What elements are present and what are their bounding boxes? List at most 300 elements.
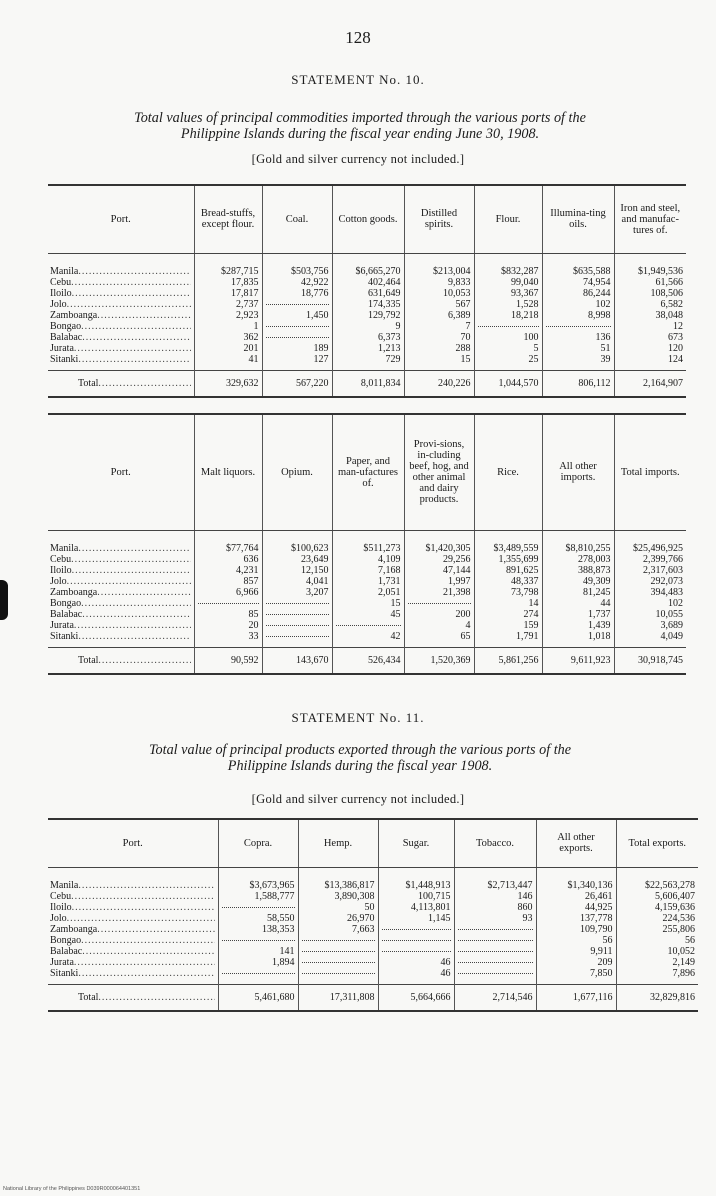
column-header: Iron and steel, and manufac-tures of.	[614, 185, 686, 253]
value-cell	[218, 968, 298, 985]
value-cell: 93,367	[474, 288, 542, 299]
value-cell: 631,649	[332, 288, 404, 299]
empty-dash	[458, 951, 533, 952]
empty-dash	[266, 614, 329, 615]
total-value-cell: 240,226	[404, 370, 474, 397]
port-cell	[48, 554, 194, 565]
column-header: Rice.	[474, 414, 542, 530]
value-cell	[454, 957, 536, 968]
port-cell	[48, 902, 218, 913]
value-cell: 2,149	[616, 957, 698, 968]
statement-11-caption-line-1: Total value of principal products exported through the various ports of the	[148, 742, 572, 758]
value-cell: 9,911	[536, 946, 616, 957]
value-cell: $1,448,913	[378, 867, 454, 891]
value-cell	[194, 598, 262, 609]
port-name: Iloilo	[50, 901, 72, 913]
value-cell: 46	[378, 957, 454, 968]
empty-dash	[458, 940, 533, 941]
value-cell: 2,317,603	[614, 565, 686, 576]
value-cell: 56	[536, 935, 616, 946]
port-cell	[48, 924, 218, 935]
value-cell: 7,850	[536, 968, 616, 985]
port-name: Cebu	[50, 553, 72, 565]
column-header: Tobacco.	[454, 819, 536, 867]
value-cell: 402,464	[332, 277, 404, 288]
dot-leader	[97, 587, 190, 598]
value-cell: $6,665,270	[332, 253, 404, 277]
value-cell: 141	[218, 946, 298, 957]
value-cell	[218, 935, 298, 946]
value-cell: 39	[542, 354, 614, 371]
value-cell: $832,287	[474, 253, 542, 277]
value-cell	[454, 935, 536, 946]
column-header-port: Port.	[48, 414, 194, 530]
table-row	[48, 891, 698, 902]
dot-leader	[82, 609, 190, 620]
value-cell: 44,925	[536, 902, 616, 913]
table-row	[48, 576, 686, 587]
table-row	[48, 968, 698, 985]
value-cell: 1,450	[262, 310, 332, 321]
value-cell: 15	[332, 598, 404, 609]
value-cell: 6,389	[404, 310, 474, 321]
dot-leader	[78, 631, 190, 642]
total-label: Total	[78, 654, 99, 666]
dot-leader	[67, 913, 215, 924]
dot-leader	[81, 321, 190, 332]
total-value-cell: 8,011,834	[332, 370, 404, 397]
statement-11-caption-line-2: Philippine Islands during the fiscal year 1908.	[227, 758, 493, 774]
total-value-cell: 2,164,907	[614, 370, 686, 397]
value-cell: 74,954	[542, 277, 614, 288]
empty-dash	[302, 962, 375, 963]
port-name: Balabac	[50, 608, 83, 620]
port-name: Jurata	[50, 342, 74, 354]
value-cell: 1,791	[474, 631, 542, 648]
value-cell: 7,663	[298, 924, 378, 935]
value-cell: $3,673,965	[218, 867, 298, 891]
value-cell: 86,244	[542, 288, 614, 299]
value-cell: 209	[536, 957, 616, 968]
value-cell: 1	[194, 321, 262, 332]
table-row	[48, 310, 686, 321]
value-cell: 174,335	[332, 299, 404, 310]
value-cell: 1,018	[542, 631, 614, 648]
value-cell: 7	[404, 321, 474, 332]
total-value-cell: 567,220	[262, 370, 332, 397]
column-header-port: Port.	[48, 185, 194, 253]
total-value-cell: 329,632	[194, 370, 262, 397]
statement-10-table-part-2	[48, 413, 686, 675]
value-cell: 362	[194, 332, 262, 343]
empty-dash	[266, 636, 329, 637]
column-header: All other exports.	[536, 819, 616, 867]
value-cell: 9,833	[404, 277, 474, 288]
value-cell	[332, 620, 404, 631]
value-cell: $100,623	[262, 530, 332, 554]
empty-dash	[266, 625, 329, 626]
statement-10-caption-line-2: Philippine Islands during the fiscal year ending June 30, 1908.	[180, 126, 540, 142]
empty-dash	[382, 929, 451, 930]
value-cell: 3,890,308	[298, 891, 378, 902]
column-header: Copra.	[218, 819, 298, 867]
port-name: Jurata	[50, 619, 74, 631]
value-cell: 388,873	[542, 565, 614, 576]
value-cell: 394,483	[614, 587, 686, 598]
table-row	[48, 343, 686, 354]
column-header: Provi-sions, in-cluding beef, hog, and other animal and dairy products.	[404, 414, 474, 530]
value-cell: 7,896	[616, 968, 698, 985]
value-cell: 4,231	[194, 565, 262, 576]
value-cell: 1,213	[332, 343, 404, 354]
empty-dash	[266, 603, 329, 604]
port-cell	[48, 867, 218, 891]
value-cell: 47,144	[404, 565, 474, 576]
port-cell	[48, 321, 194, 332]
value-cell: 93	[454, 913, 536, 924]
empty-dash	[458, 929, 533, 930]
value-cell: 15	[404, 354, 474, 371]
value-cell: 6,582	[614, 299, 686, 310]
value-cell	[378, 946, 454, 957]
page-number: 128	[345, 28, 371, 47]
value-cell: 81,245	[542, 587, 614, 598]
value-cell: 1,528	[474, 299, 542, 310]
value-cell: 41	[194, 354, 262, 371]
port-cell	[48, 957, 218, 968]
dot-leader	[98, 655, 190, 666]
port-name: Balabac	[50, 331, 83, 343]
value-cell: $1,340,136	[536, 867, 616, 891]
value-cell: 292,073	[614, 576, 686, 587]
dot-leader	[72, 565, 191, 576]
total-value-cell: 5,461,680	[218, 984, 298, 1011]
value-cell: 159	[474, 620, 542, 631]
value-cell: 857	[194, 576, 262, 587]
total-row	[48, 984, 698, 1011]
port-name: Sitanki	[50, 630, 79, 642]
port-name: Zamboanga	[50, 309, 98, 321]
value-cell: 58,550	[218, 913, 298, 924]
value-cell: 891,625	[474, 565, 542, 576]
dot-leader	[74, 957, 215, 968]
value-cell: 23,649	[262, 554, 332, 565]
value-cell: $213,004	[404, 253, 474, 277]
table-row	[48, 332, 686, 343]
dot-leader	[78, 266, 190, 277]
table-row	[48, 565, 686, 576]
table-row	[48, 867, 698, 891]
value-cell: 127	[262, 354, 332, 371]
value-cell: 51	[542, 343, 614, 354]
value-cell	[262, 299, 332, 310]
value-cell: 21,398	[404, 587, 474, 598]
value-cell: 2,737	[194, 299, 262, 310]
total-value-cell: 5,664,666	[378, 984, 454, 1011]
statement-10-heading: STATEMENT No. 10.	[291, 72, 425, 87]
value-cell: 4,109	[332, 554, 404, 565]
value-cell: 860	[454, 902, 536, 913]
empty-dash	[266, 304, 329, 305]
column-header: Cotton goods.	[332, 185, 404, 253]
empty-dash	[266, 337, 329, 338]
total-label-cell	[48, 370, 194, 397]
value-cell	[262, 620, 332, 631]
value-cell: 12,150	[262, 565, 332, 576]
value-cell: 1,145	[378, 913, 454, 924]
value-cell: 99,040	[474, 277, 542, 288]
value-cell	[454, 968, 536, 985]
total-value-cell: 17,311,808	[298, 984, 378, 1011]
value-cell: $77,764	[194, 530, 262, 554]
value-cell: 201	[194, 343, 262, 354]
port-cell	[48, 598, 194, 609]
value-cell: 3,207	[262, 587, 332, 598]
empty-dash	[382, 951, 451, 952]
value-cell: 2,051	[332, 587, 404, 598]
value-cell: 5,606,407	[616, 891, 698, 902]
value-cell: 10,052	[616, 946, 698, 957]
port-name: Manila	[50, 879, 79, 891]
table-row	[48, 913, 698, 924]
dot-leader	[78, 968, 214, 979]
value-cell: 26,461	[536, 891, 616, 902]
page-edge-blot	[0, 580, 8, 620]
column-header: Coal.	[262, 185, 332, 253]
table-row	[48, 587, 686, 598]
column-header: Total imports.	[614, 414, 686, 530]
port-cell	[48, 620, 194, 631]
port-cell	[48, 565, 194, 576]
value-cell: 1,731	[332, 576, 404, 587]
value-cell	[262, 321, 332, 332]
library-watermark: National Library of the Philippines D039R000064401351	[3, 1186, 141, 1192]
port-name: Jolo	[50, 912, 67, 924]
value-cell: 120	[614, 343, 686, 354]
total-value-cell: 1,044,570	[474, 370, 542, 397]
statement-10-caption-line-1: Total values of principal commodities imported through the various ports of the	[134, 110, 586, 126]
dot-leader	[78, 543, 190, 554]
value-cell: 7,168	[332, 565, 404, 576]
empty-dash	[382, 940, 451, 941]
dot-leader	[78, 354, 190, 365]
port-name: Bongao	[50, 934, 82, 946]
table-row	[48, 530, 686, 554]
value-cell: 2,399,766	[614, 554, 686, 565]
value-cell: 288	[404, 343, 474, 354]
port-cell	[48, 631, 194, 648]
value-cell: 1,737	[542, 609, 614, 620]
port-name: Jurata	[50, 956, 74, 968]
value-cell: 102	[614, 598, 686, 609]
value-cell	[378, 935, 454, 946]
value-cell: 73,798	[474, 587, 542, 598]
dot-leader	[67, 299, 191, 310]
empty-dash	[458, 962, 533, 963]
value-cell: 65	[404, 631, 474, 648]
value-cell: 5	[474, 343, 542, 354]
port-cell	[48, 891, 218, 902]
port-name: Sitanki	[50, 353, 79, 365]
port-name: Manila	[50, 265, 79, 277]
table-row	[48, 935, 698, 946]
value-cell: 136	[542, 332, 614, 343]
value-cell: 9	[332, 321, 404, 332]
value-cell: 61,566	[614, 277, 686, 288]
value-cell	[454, 946, 536, 957]
value-cell	[404, 598, 474, 609]
total-value-cell: 1,677,116	[536, 984, 616, 1011]
port-name: Cebu	[50, 890, 72, 902]
value-cell: $287,715	[194, 253, 262, 277]
value-cell: 42,922	[262, 277, 332, 288]
total-label-cell	[48, 647, 194, 674]
value-cell: $3,489,559	[474, 530, 542, 554]
value-cell: 10,053	[404, 288, 474, 299]
dot-leader	[97, 924, 214, 935]
port-cell	[48, 946, 218, 957]
total-row	[48, 370, 686, 397]
value-cell: 85	[194, 609, 262, 620]
value-cell: $13,386,817	[298, 867, 378, 891]
value-cell	[218, 902, 298, 913]
value-cell	[454, 924, 536, 935]
value-cell: 33	[194, 631, 262, 648]
value-cell: 12	[614, 321, 686, 332]
total-label: Total	[78, 991, 99, 1003]
column-header: Opium.	[262, 414, 332, 530]
value-cell: $2,713,447	[454, 867, 536, 891]
dot-leader	[81, 598, 190, 609]
value-cell: 42	[332, 631, 404, 648]
table-row	[48, 902, 698, 913]
value-cell: 109,790	[536, 924, 616, 935]
value-cell: 14	[474, 598, 542, 609]
value-cell: $22,563,278	[616, 867, 698, 891]
statement-10-caption	[40, 110, 680, 142]
value-cell: 38,048	[614, 310, 686, 321]
value-cell: 2,923	[194, 310, 262, 321]
value-cell: 17,835	[194, 277, 262, 288]
total-value-cell: 143,670	[262, 647, 332, 674]
total-value-cell: 32,829,816	[616, 984, 698, 1011]
value-cell: 146	[454, 891, 536, 902]
total-label: Total	[78, 377, 99, 389]
column-header: Flour.	[474, 185, 542, 253]
value-cell: 8,998	[542, 310, 614, 321]
table-row	[48, 288, 686, 299]
value-cell: 1,997	[404, 576, 474, 587]
table-row	[48, 354, 686, 371]
table-row	[48, 554, 686, 565]
port-cell	[48, 277, 194, 288]
dot-leader	[74, 343, 191, 354]
total-label-cell	[48, 984, 218, 1011]
dot-leader	[74, 620, 191, 631]
table-row	[48, 924, 698, 935]
dot-leader	[98, 992, 214, 1003]
dot-leader	[97, 310, 190, 321]
value-cell: 26,970	[298, 913, 378, 924]
total-value-cell: 90,592	[194, 647, 262, 674]
dot-leader	[72, 902, 215, 913]
value-cell: 189	[262, 343, 332, 354]
value-cell: 50	[298, 902, 378, 913]
value-cell: 20	[194, 620, 262, 631]
dot-leader	[98, 378, 190, 389]
empty-dash	[458, 973, 533, 974]
value-cell: 124	[614, 354, 686, 371]
port-cell	[48, 288, 194, 299]
empty-dash	[222, 940, 295, 941]
total-value-cell: 806,112	[542, 370, 614, 397]
empty-dash	[266, 326, 329, 327]
value-cell: 137,778	[536, 913, 616, 924]
value-cell: $1,949,536	[614, 253, 686, 277]
value-cell	[298, 957, 378, 968]
port-cell	[48, 530, 194, 554]
dot-leader	[71, 891, 214, 902]
table-row	[48, 946, 698, 957]
value-cell: 100,715	[378, 891, 454, 902]
value-cell: 4,159,636	[616, 902, 698, 913]
total-value-cell: 1,520,369	[404, 647, 474, 674]
port-cell	[48, 332, 194, 343]
port-name: Iloilo	[50, 287, 72, 299]
table-row	[48, 631, 686, 648]
port-name: Balabac	[50, 945, 83, 957]
empty-dash	[478, 326, 539, 327]
value-cell	[262, 332, 332, 343]
statement-11-heading: STATEMENT No. 11.	[291, 710, 425, 725]
value-cell: 278,003	[542, 554, 614, 565]
empty-dash	[198, 603, 259, 604]
table-row	[48, 299, 686, 310]
value-cell: $635,588	[542, 253, 614, 277]
value-cell	[298, 946, 378, 957]
statement-11-caption	[40, 742, 680, 774]
port-cell	[48, 343, 194, 354]
dot-leader	[82, 946, 214, 957]
table-row	[48, 609, 686, 620]
column-header: Illumina-ting oils.	[542, 185, 614, 253]
value-cell: 1,439	[542, 620, 614, 631]
table-row	[48, 321, 686, 332]
column-header-port: Port.	[48, 819, 218, 867]
value-cell: 44	[542, 598, 614, 609]
value-cell	[474, 321, 542, 332]
table-row	[48, 957, 698, 968]
column-header: Malt liquors.	[194, 414, 262, 530]
value-cell: 129,792	[332, 310, 404, 321]
dot-leader	[67, 576, 191, 587]
total-value-cell: 30,918,745	[614, 647, 686, 674]
port-name: Sitanki	[50, 967, 79, 979]
port-name: Zamboanga	[50, 586, 98, 598]
port-cell	[48, 299, 194, 310]
value-cell: 56	[616, 935, 698, 946]
value-cell	[298, 935, 378, 946]
value-cell: 48,337	[474, 576, 542, 587]
table-row	[48, 253, 686, 277]
column-header: Total exports.	[616, 819, 698, 867]
empty-dash	[546, 326, 611, 327]
empty-dash	[222, 973, 295, 974]
value-cell: 46	[378, 968, 454, 985]
port-cell	[48, 587, 194, 598]
value-cell	[262, 631, 332, 648]
value-cell: 108,506	[614, 288, 686, 299]
